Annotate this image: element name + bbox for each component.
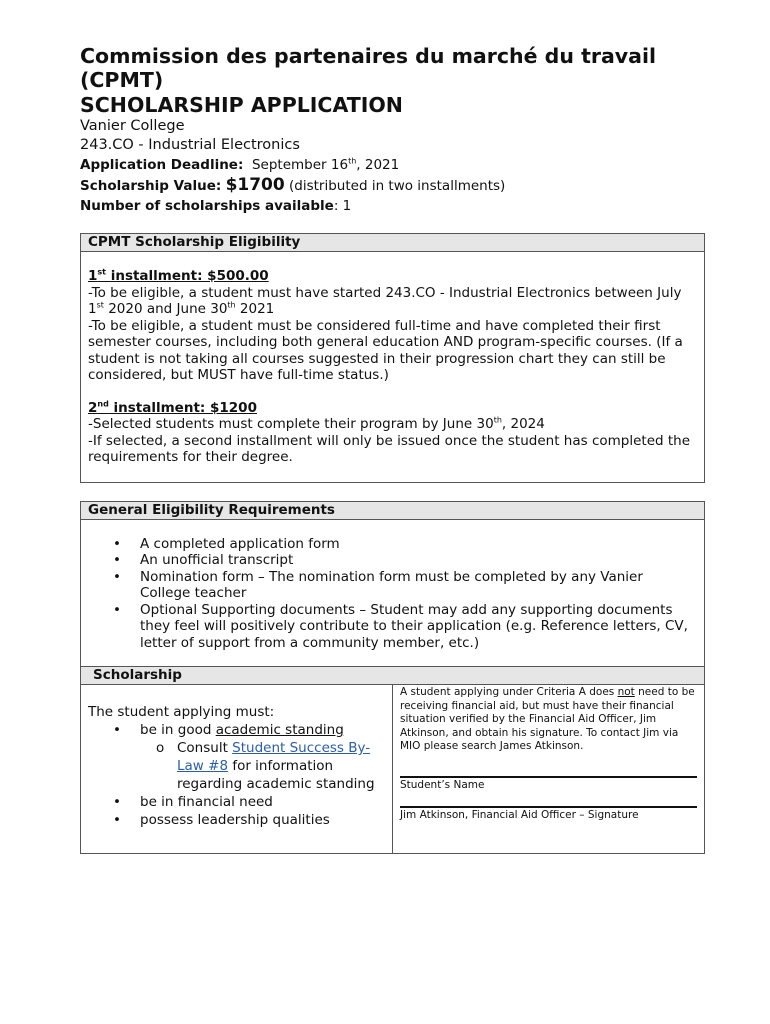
general-requirements-box xyxy=(80,501,705,855)
installment-1-rule-1: -To be eligible, a student must have started 243.CO - Industrial Electronics between July 1st 2020 and June 30th 2021 xyxy=(88,284,682,317)
signature-panel xyxy=(393,685,704,853)
program-name: 243.CO - Industrial Electronics xyxy=(80,137,300,153)
list-item: • possess leadership qualities xyxy=(140,811,385,829)
installment-1-rule-2: -To be eligible, a student must be considered full-time and have completed their first semester courses, including both general education AND program-specific courses. (If a student is not taking all courses suggested in their progression chart they can still be considered, but MUST have full-time status.) xyxy=(88,317,683,383)
student-name-field[interactable]: Student’s Name xyxy=(400,776,697,793)
deadline-value: September 16th, 2021 xyxy=(251,156,400,173)
value-label: Scholarship Value: xyxy=(80,178,222,194)
count-value: : 1 xyxy=(333,198,352,214)
officer-signature-field[interactable]: Jim Atkinson, Financial Aid Officer – Signature xyxy=(400,806,697,823)
college-name: Vanier College xyxy=(80,118,185,134)
list-item: o Consult Student Success By-Law #8 for information regarding academic standing xyxy=(177,739,385,793)
value-amount: $1700 xyxy=(225,175,285,195)
list-item: • Nomination form – The nomination form must be completed by any Vanier College teacher xyxy=(140,569,697,602)
criteria-a-note: A student applying under Criteria A does not need to be receiving financial aid, but must have their financial situation verified by the Financial Aid Officer, Jim Atkinson, and obtain his signature. To contact Jim via MIO please search James Atkinson. xyxy=(400,686,695,752)
title-line-1: Commission des partenaires du marché du travail xyxy=(80,44,657,68)
list-item: • be in financial need xyxy=(140,793,385,811)
scholarship-criteria xyxy=(81,685,393,853)
value-line xyxy=(80,175,705,196)
installment-1-heading: 1st installment: $500.00 xyxy=(88,267,269,284)
installment-2-rule-2: -If selected, a second installment will only be issued once the student has completed the requirements for their degree. xyxy=(88,432,691,465)
document-page xyxy=(80,44,705,854)
count-label: Number of scholarships available xyxy=(80,198,334,214)
general-requirements-heading: General Eligibility Requirements xyxy=(81,502,704,520)
deadline-label: Application Deadline: xyxy=(80,157,244,173)
eligibility-box xyxy=(80,233,705,483)
installment-2-heading: 2nd installment: $1200 xyxy=(88,399,257,416)
requirements-list xyxy=(88,536,697,652)
value-note: (distributed in two installments) xyxy=(289,178,506,194)
title-line-2: (CPMT) xyxy=(80,68,164,92)
count-line xyxy=(80,196,705,216)
deadline-line xyxy=(80,155,705,175)
list-item: • A completed application form xyxy=(140,536,697,553)
scholarship-heading: Scholarship xyxy=(81,666,704,685)
student-success-bylaw-link[interactable]: Student Success By-Law #8 xyxy=(177,740,371,774)
installment-2-rule-1: -Selected students must complete their program by June 30th, 2024 xyxy=(88,415,545,432)
eligibility-heading: CPMT Scholarship Eligibility xyxy=(81,234,704,252)
title-line-3: SCHOLARSHIP APPLICATION xyxy=(80,93,403,117)
criteria-intro: The student applying must: xyxy=(88,704,275,720)
list-item: • Optional Supporting documents – Student may add any supporting documents they feel will positively contribute to their application (e.g. Reference letters, CV, letter of support from a community member, etc.) xyxy=(140,602,697,652)
list-item: • An unofficial transcript xyxy=(140,552,697,569)
list-item: • be in good academic standing xyxy=(140,721,385,739)
